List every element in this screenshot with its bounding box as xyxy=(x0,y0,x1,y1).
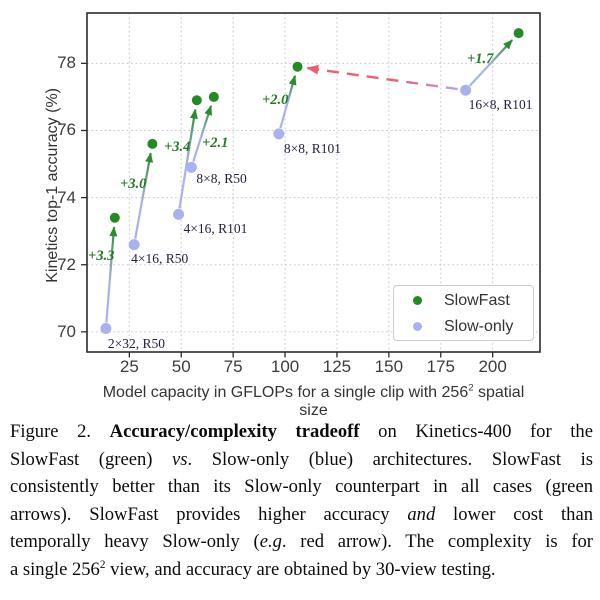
data-point-slow-only xyxy=(273,128,284,139)
caption-text-run: vs xyxy=(172,448,188,470)
x-axis-title-main: Model capacity in GFLOPs for a single clip with 256 xyxy=(102,384,469,401)
data-point-slow-only xyxy=(173,209,184,220)
data-point-slowfast xyxy=(514,28,524,38)
y-tick-label: 78 xyxy=(57,53,76,73)
point-label: 16×8, R101 xyxy=(468,97,533,113)
caption-text-run: on Kinetics-400 for the xyxy=(359,421,593,442)
x-tick-label: 200 xyxy=(478,357,507,376)
data-point-slowfast xyxy=(192,95,202,105)
gain-label: +2.1 xyxy=(202,135,229,151)
legend-dot-icon xyxy=(413,322,422,331)
x-tick-label: 25 xyxy=(119,357,139,376)
y-axis-title: Kinetics top-1 accuracy (%) xyxy=(44,88,61,283)
legend xyxy=(393,285,534,341)
x-axis-title xyxy=(87,384,540,420)
caption-line xyxy=(10,556,593,584)
caption-text-run: and xyxy=(407,503,436,525)
x-tick-label: 175 xyxy=(426,357,455,376)
data-point-slow-only xyxy=(186,162,197,173)
x-axis-title-superscript: 2 xyxy=(468,382,474,394)
data-point-slow-only xyxy=(129,239,140,250)
caption-text-run: consistently better than its Slow-only counterpart in all cases (green xyxy=(10,476,593,497)
caption-line xyxy=(10,418,593,446)
legend-dot-icon xyxy=(413,296,422,305)
improvement-arrow xyxy=(193,106,211,162)
gain-label: +3.0 xyxy=(120,176,147,192)
caption-text-run: SlowFast (green) xyxy=(10,448,172,470)
caption-text-run: . Slow-only (blue) architectures. SlowFast is xyxy=(187,448,593,470)
caption-text-run: view, and accuracy are obtained by 30-view testing. xyxy=(105,558,496,580)
gain-label: +1.7 xyxy=(467,51,494,67)
gain-label: +3.3 xyxy=(88,248,115,264)
point-label: 8×8, R101 xyxy=(283,140,341,156)
data-point-slowfast xyxy=(209,92,219,102)
x-tick-label: 150 xyxy=(374,357,404,376)
caption-line xyxy=(10,473,593,501)
x-tick-label: 125 xyxy=(322,357,352,376)
improvement-arrow xyxy=(106,227,114,322)
improvement-arrow xyxy=(135,153,151,238)
caption-text-run: arrows). SlowFast provides higher accuracy xyxy=(10,503,408,525)
point-label: 2×32, R50 xyxy=(107,335,166,351)
improvement-arrow xyxy=(280,76,295,128)
x-tick-label: 100 xyxy=(270,357,300,376)
caption-text-run: 2 xyxy=(99,558,106,571)
x-tick-label: 75 xyxy=(223,357,243,376)
data-point-slow-only xyxy=(460,85,471,96)
x-axis-title-tail: spatial size xyxy=(299,384,525,419)
caption-line xyxy=(10,501,593,529)
caption-text-run: a single 256 xyxy=(10,558,100,580)
legend-item xyxy=(394,315,533,338)
caption-text-run: lower cost than xyxy=(435,503,593,525)
red-dashed-arrow xyxy=(307,68,457,89)
legend-item xyxy=(394,289,533,312)
caption-text-run: . red arrow). The complexity is for xyxy=(281,531,594,552)
data-point-slow-only xyxy=(100,323,111,334)
gain-label: +2.0 xyxy=(262,92,289,108)
point-label: 8×8, R50 xyxy=(196,171,247,187)
data-point-slowfast xyxy=(110,213,120,223)
y-tick-label: 70 xyxy=(57,321,76,341)
y-tick-label: 76 xyxy=(57,120,76,140)
caption-line xyxy=(10,446,593,474)
y-tick-label: 72 xyxy=(57,254,76,274)
point-label: 4×16, R101 xyxy=(183,221,248,237)
caption-text-run: e.g xyxy=(259,531,282,552)
legend-item-label: SlowFast xyxy=(444,291,510,309)
caption-text-run: temporally heavy Slow-only ( xyxy=(10,531,260,552)
x-tick-label: 50 xyxy=(171,357,191,376)
caption-text-run: Figure 2. xyxy=(10,421,110,442)
figure-caption xyxy=(0,418,600,583)
y-tick-label: 74 xyxy=(57,187,76,207)
point-label: 4×16, R50 xyxy=(131,250,189,266)
gain-label: +3.4 xyxy=(164,139,191,155)
data-point-slowfast xyxy=(293,62,303,72)
data-point-slowfast xyxy=(147,139,157,149)
caption-line xyxy=(10,528,593,556)
caption-text-run: Accuracy/complexity tradeoff xyxy=(109,421,360,442)
legend-item-label: Slow-only xyxy=(444,317,514,335)
